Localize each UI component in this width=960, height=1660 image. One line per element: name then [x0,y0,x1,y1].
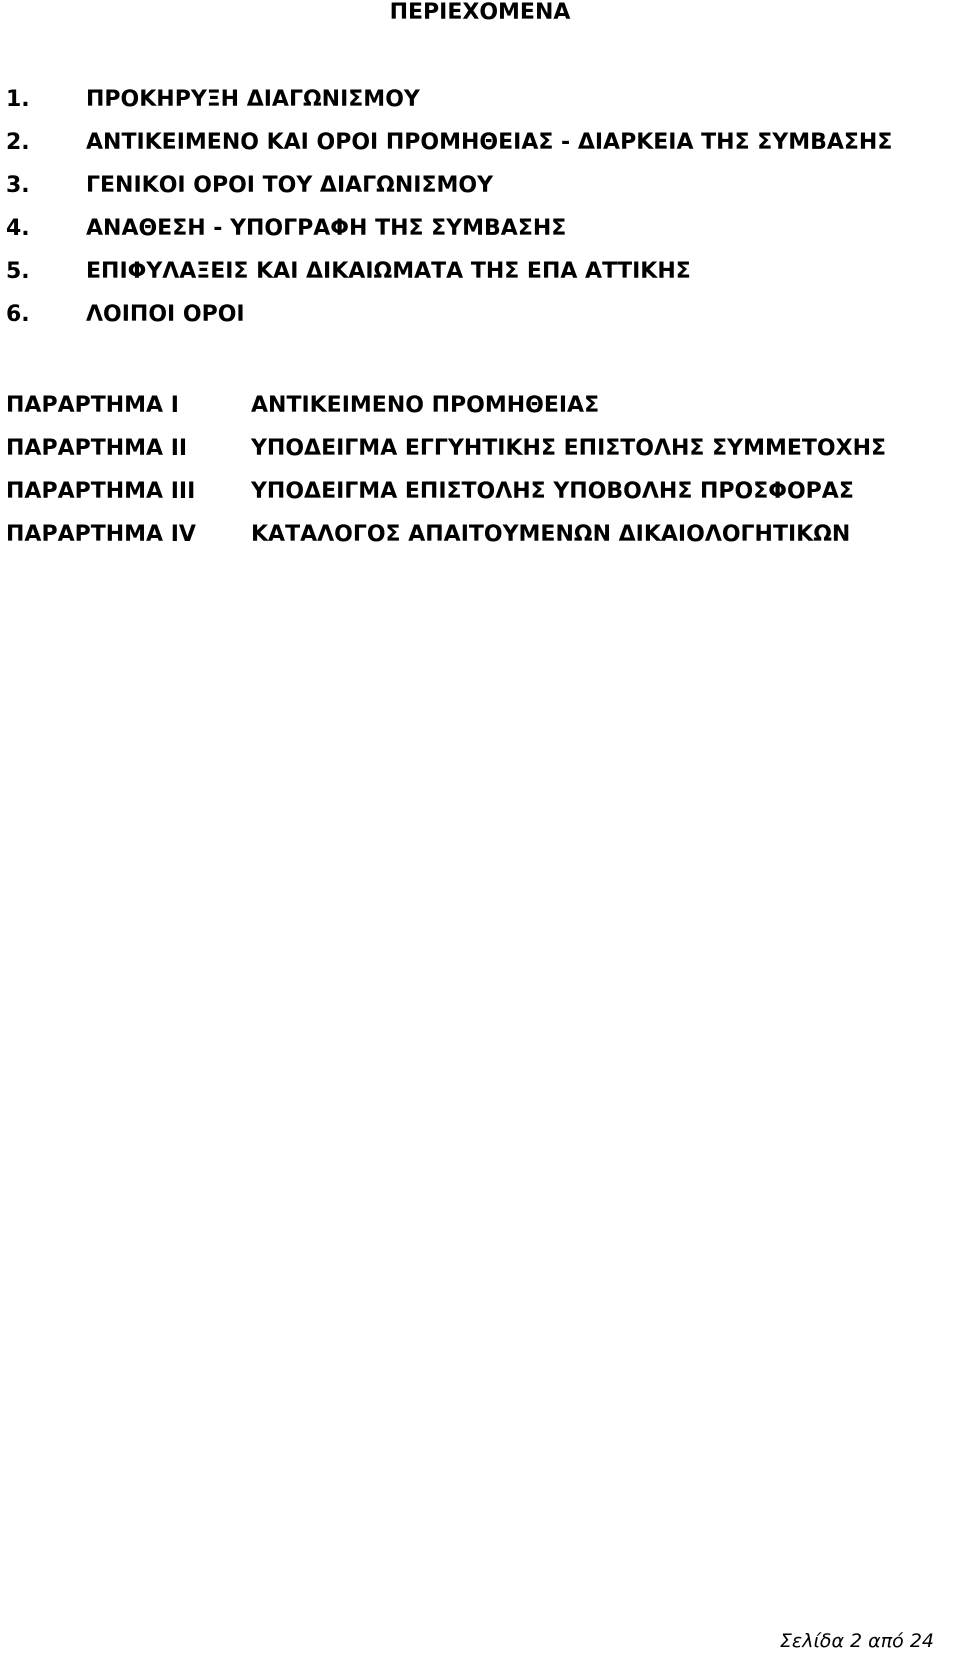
toc-item-text: ΓΕΝΙΚΟΙ ΟΡΟΙ ΤΟΥ ΔΙΑΓΩΝΙΣΜΟΥ [86,173,494,198]
toc-item-6 [6,302,892,345]
toc-item-text: ΕΠΙΦΥΛΑΞΕΙΣ ΚΑΙ ΔΙΚΑΙΩΜΑΤΑ ΤΗΣ ΕΠΑ ΑΤΤΙΚΗΣ [86,259,691,284]
annex-label: ΠΑΡΑΡΤΗΜΑ III [6,479,196,504]
page-title: ΠΕΡΙΕΧΟΜΕΝΑ [389,0,571,25]
toc-item-number: 6. [6,302,30,327]
annex-label: ΠΑΡΑΡΤΗΜΑ I [6,393,179,418]
annex-row-4 [6,522,886,565]
annex-row-2 [6,436,886,479]
annex-label: ΠΑΡΑΡΤΗΜΑ II [6,436,188,461]
toc-item-number: 2. [6,130,30,155]
annex-title: ΥΠΟΔΕΙΓΜΑ ΕΠΙΣΤΟΛΗΣ ΥΠΟΒΟΛΗΣ ΠΡΟΣΦΟΡΑΣ [251,479,854,504]
toc-item-text: ΛΟΙΠΟΙ ΟΡΟΙ [86,302,245,327]
toc-item-number: 1. [6,87,30,112]
toc-item-1 [6,87,892,130]
toc-item-text: ΑΝΤΙΚΕΙΜΕΝΟ ΚΑΙ ΟΡΟΙ ΠΡΟΜΗΘΕΙΑΣ - ΔΙΑΡΚΕΙΑ ΤΗΣ ΣΥΜΒΑΣΗΣ [86,130,893,155]
toc-item-4 [6,216,892,259]
toc-item-5 [6,259,892,302]
annex-label: ΠΑΡΑΡΤΗΜΑ IV [6,522,196,547]
page-number-footer: Σελίδα 2 από 24 [779,1630,934,1652]
annex-title: ΥΠΟΔΕΙΓΜΑ ΕΓΓΥΗΤΙΚΗΣ ΕΠΙΣΤΟΛΗΣ ΣΥΜΜΕΤΟΧΗΣ [251,436,887,461]
toc-item-text: ΑΝΑΘΕΣΗ - ΥΠΟΓΡΑΦΗ ΤΗΣ ΣΥΜΒΑΣΗΣ [86,216,567,241]
toc-item-3 [6,173,892,216]
toc-item-text: ΠΡΟΚΗΡΥΞΗ ΔΙΑΓΩΝΙΣΜΟΥ [86,87,420,112]
toc-item-number: 5. [6,259,30,284]
annex-title: ΑΝΤΙΚΕΙΜΕΝΟ ΠΡΟΜΗΘΕΙΑΣ [251,393,600,418]
table-of-contents [6,87,892,345]
annex-list [6,393,886,565]
annex-title: ΚΑΤΑΛΟΓΟΣ ΑΠΑΙΤΟΥΜΕΝΩΝ ΔΙΚΑΙΟΛΟΓΗΤΙΚΩΝ [251,522,851,547]
annex-row-1 [6,393,886,436]
toc-item-2 [6,130,892,173]
annex-row-3 [6,479,886,522]
toc-item-number: 4. [6,216,30,241]
toc-item-number: 3. [6,173,30,198]
